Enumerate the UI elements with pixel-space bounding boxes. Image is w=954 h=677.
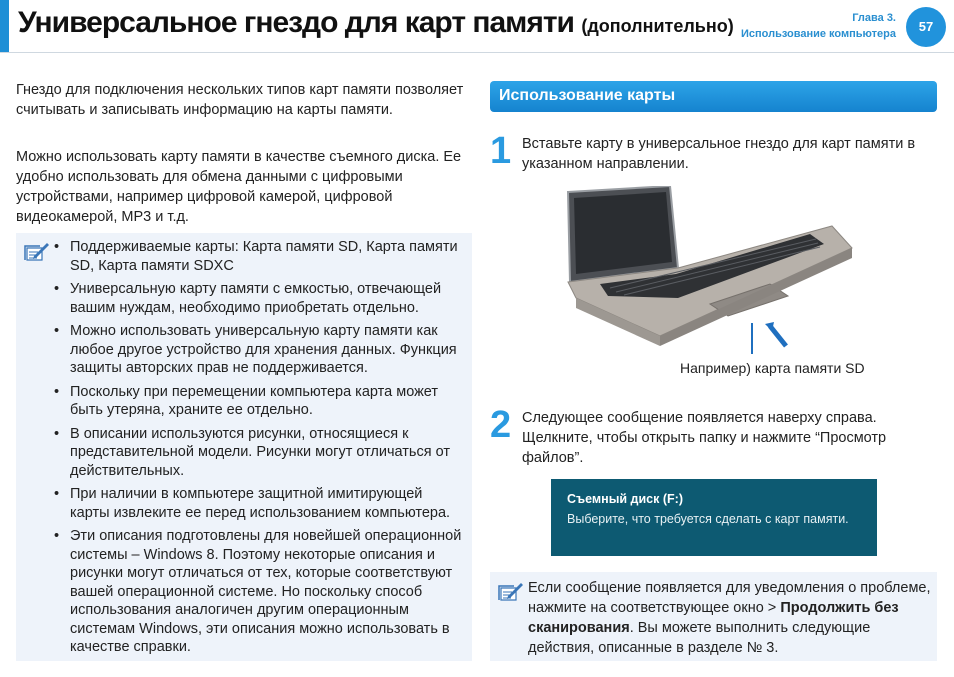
list-item: • Эти описания подготовлены для новейшей операционной системы – Windows 8. Поэтому некоторые описания и рисунки могут отличаться от тех, которые соответствуют вашей операционной системе. Но поскольку способ использования аналогичен другим операционным системам Windows, эти описания можно использовать в качестве справки. xyxy=(52,527,464,657)
step-1-number: 1 xyxy=(490,130,512,172)
notes-list xyxy=(52,238,464,662)
page-number-badge: 57 xyxy=(906,7,946,47)
chapter-title: Использование компьютера xyxy=(740,28,896,40)
list-item: • Можно использовать универсальную карту памяти как любое другое устройство для хранения данных. Функция защиты авторских прав не поддерживается. xyxy=(52,322,464,378)
laptop-illustration xyxy=(560,186,860,356)
page-title-sub: (дополнительно) xyxy=(581,16,734,36)
list-item: • Поскольку при перемещении компьютера карта может быть утеряна, храните ее отдельно. xyxy=(52,383,464,420)
note-pencil-icon xyxy=(496,580,524,604)
list-item: • При наличии в компьютере защитной имитирующей карты извлеките ее перед использованием компьютера. xyxy=(52,485,464,522)
section-heading xyxy=(490,81,937,112)
illustration-caption: Например) карта памяти SD xyxy=(680,360,865,376)
list-item: • В описании используются рисунки, относящиеся к представительной модели. Рисунки могут отличаться от действительных. xyxy=(52,425,464,481)
chapter-number: Глава 3. xyxy=(852,12,896,24)
notification-title: Съемный диск (F:) xyxy=(567,492,683,506)
autoplay-notification[interactable] xyxy=(551,479,877,556)
step-2-text: Следующее сообщение появляется наверху справа. Щелкните, чтобы открыть папку и нажмите “Просмотр файлов”. xyxy=(522,410,887,466)
intro-paragraph-1: Гнездо для подключения нескольких типов карт памяти позволяет считывать и записывать информацию на карты памяти. xyxy=(16,82,464,118)
list-item: • Поддерживаемые карты: Карта памяти SD, Карта памяти SD, Карта памяти SDXC xyxy=(52,238,464,275)
note-2-text-after: . Вы можете выполнить следующие действия, описанные в разделе № 3. xyxy=(528,620,871,656)
header-divider xyxy=(0,52,954,53)
page-title xyxy=(18,6,734,40)
continue-without-scan-label: Продолжить без сканирования xyxy=(528,600,899,636)
note-pencil-icon xyxy=(22,240,50,264)
section-heading-text: Использование карты xyxy=(499,87,676,104)
chapter-label xyxy=(741,10,896,42)
notification-body: Выберите, что требуется сделать с карт памяти. xyxy=(567,512,849,526)
page-title-main: Универсальное гнездо для карт памяти xyxy=(18,6,574,39)
header-accent-bar xyxy=(0,0,9,52)
intro-paragraph-2: Можно использовать карту памяти в качестве съемного диска. Ее удобно использовать для обмена данными с цифровыми устройствами, например цифровой камерой, цифровой видеокамерой, МР3 и т.д. xyxy=(16,149,462,225)
note-2-text-before: Если сообщение появляется для уведомления о проблеме, нажмите на соответствующее окно > xyxy=(528,580,931,616)
list-item: • Универсальную карту памяти с емкостью, отвечающей вашим нуждам, необходимо приобретать отдельно. xyxy=(52,280,464,317)
step-1-text: Вставьте карту в универсальное гнездо для карт памяти в указанном направлении. xyxy=(522,136,916,172)
note-2-text xyxy=(528,578,933,658)
step-2-number: 2 xyxy=(490,404,512,446)
